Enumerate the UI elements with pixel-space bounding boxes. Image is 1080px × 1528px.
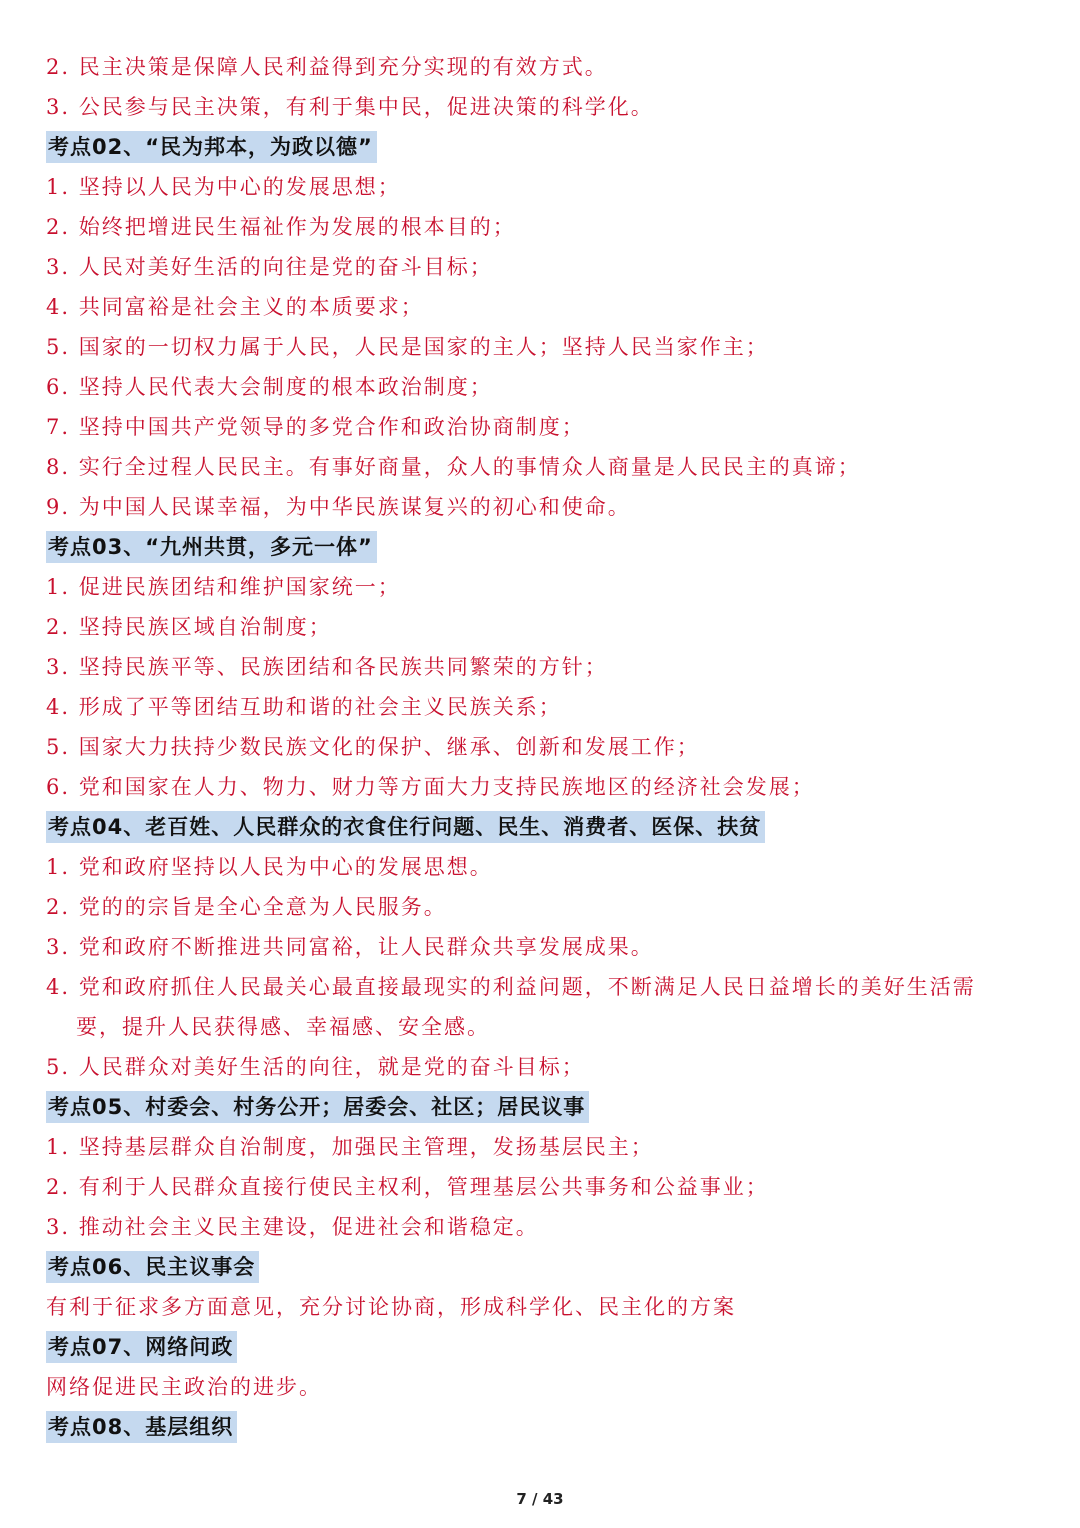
list-item: 5. 国家大力扶持少数民族文化的保护、继承、创新和发展工作；: [46, 735, 700, 759]
section-heading: 考点07、网络问政: [46, 1331, 237, 1363]
section-heading: 考点04、老百姓、人民群众的衣食住行问题、民生、消费者、医保、扶贫: [46, 811, 765, 843]
section-04: [46, 807, 1046, 1087]
section-heading: 考点03、“九州共贯，多元一体”: [46, 531, 377, 563]
list-item: 4. 共同富裕是社会主义的本质要求；: [46, 295, 424, 319]
list-item: 7. 坚持中国共产党领导的多党合作和政治协商制度；: [46, 415, 585, 439]
section-02: [46, 127, 1046, 527]
list-item: 1. 党和政府坚持以人民为中心的发展思想。: [46, 855, 493, 879]
list-item: 3. 推动社会主义民主建设，促进社会和谐稳定。: [46, 1215, 539, 1239]
list-item: 5. 人民群众对美好生活的向往，就是党的奋斗目标；: [46, 1055, 585, 1079]
list-item: 1. 促进民族团结和维护国家统一；: [46, 575, 401, 599]
section-heading: 考点02、“民为邦本，为政以德”: [46, 131, 377, 163]
list-item: 4. 党和政府抓住人民最关心最直接最现实的利益问题，不断满足人民日益增长的美好生活需: [46, 975, 976, 999]
section-03: [46, 527, 1046, 807]
list-item: 6. 党和国家在人力、物力、财力等方面大力支持民族地区的经济社会发展；: [46, 775, 815, 799]
section-heading: 考点06、民主议事会: [46, 1251, 259, 1283]
list-item: 3. 党和政府不断推进共同富裕，让人民群众共享发展成果。: [46, 935, 654, 959]
list-item: 8. 实行全过程人民民主。有事好商量，众人的事情众人商量是人民民主的真谛；: [46, 455, 861, 479]
list-item-continuation: 要，提升人民获得感、幸福感、安全感。: [76, 1015, 490, 1039]
list-item: 3. 公民参与民主决策，有利于集中民，促进决策的科学化。: [46, 95, 654, 119]
list-item: 4. 形成了平等团结互助和谐的社会主义民族关系；: [46, 695, 562, 719]
list-item: 3. 坚持民族平等、民族团结和各民族共同繁荣的方针；: [46, 655, 608, 679]
section-08: [46, 1407, 1046, 1447]
section-intro: [46, 47, 1046, 127]
section-05: [46, 1087, 1046, 1247]
document-body: [46, 47, 1046, 1447]
list-item: 网络促进民主政治的进步。: [46, 1375, 322, 1399]
list-item: 2. 始终把增进民生福祉作为发展的根本目的；: [46, 215, 516, 239]
list-item: 有利于征求多方面意见，充分讨论协商，形成科学化、民主化的方案: [46, 1295, 736, 1319]
list-item: 2. 坚持民族区域自治制度；: [46, 615, 332, 639]
list-item: 3. 人民对美好生活的向往是党的奋斗目标；: [46, 255, 493, 279]
list-item: 1. 坚持基层群众自治制度，加强民主管理，发扬基层民主；: [46, 1135, 654, 1159]
section-heading: 考点05、村委会、村务公开；居委会、社区；居民议事: [46, 1091, 589, 1123]
list-item: 6. 坚持人民代表大会制度的根本政治制度；: [46, 375, 493, 399]
section-07: [46, 1327, 1046, 1407]
list-item: 5. 国家的一切权力属于人民，人民是国家的主人；坚持人民当家作主；: [46, 335, 769, 359]
list-item: 2. 有利于人民群众直接行使民主权利，管理基层公共事务和公益事业；: [46, 1175, 769, 1199]
list-item: 9. 为中国人民谋幸福，为中华民族谋复兴的初心和使命。: [46, 495, 631, 519]
list-item: 2. 党的的宗旨是全心全意为人民服务。: [46, 895, 447, 919]
section-heading: 考点08、基层组织: [46, 1411, 237, 1443]
list-item: 2. 民主决策是保障人民利益得到充分实现的有效方式。: [46, 55, 608, 79]
list-item: 1. 坚持以人民为中心的发展思想；: [46, 175, 401, 199]
page-number: 7 / 43: [516, 1490, 564, 1508]
section-06: [46, 1247, 1046, 1327]
